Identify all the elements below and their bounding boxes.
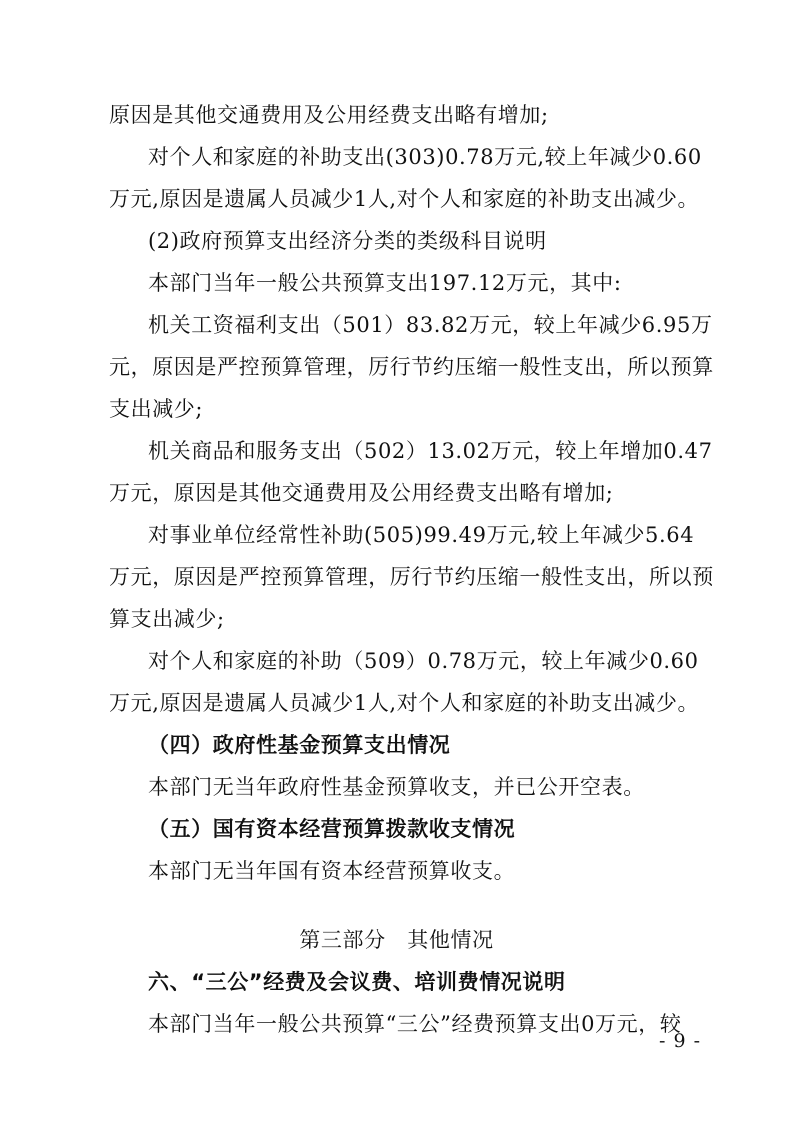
paragraph-line: 本部门无当年国有资本经营预算收支。 bbox=[148, 859, 516, 883]
paragraph-line: 万元，原因是其他交通费用及公用经费支出略有增加; bbox=[109, 481, 614, 505]
paragraph-line: 原因是其他交通费用及公用经费支出略有增加; bbox=[109, 103, 549, 127]
section-heading: 六、“三公”经费及会议费、培训费情况说明 bbox=[148, 970, 566, 994]
page-number: - 9 - bbox=[658, 1030, 701, 1052]
paragraph-line: 万元,原因是遗属人员减少1人,对个人和家庭的补助支出减少。 bbox=[109, 187, 700, 211]
paragraph-line: 本部门无当年政府性基金预算收支，并已公开空表。 bbox=[148, 775, 645, 799]
subsection-heading: (2)政府预算支出经济分类的类级科目说明 bbox=[148, 229, 547, 253]
paragraph-line: 机关工资福利支出（501）83.82万元，较上年减少6.95万 bbox=[148, 313, 713, 337]
paragraph-line: 算支出减少; bbox=[109, 607, 225, 631]
paragraph-line: 机关商品和服务支出（502）13.02万元，较上年增加0.47 bbox=[148, 439, 713, 463]
paragraph-line: 万元，原因是严控预算管理，厉行节约压缩一般性支出，所以预 bbox=[109, 565, 714, 589]
paragraph-line: 对个人和家庭的补助（509）0.78万元，较上年减少0.60 bbox=[148, 649, 699, 673]
section-heading: （五）国有资本经营预算拨款收支情况 bbox=[148, 817, 516, 841]
part-title: 第三部分 其他情况 bbox=[299, 928, 494, 952]
paragraph-line: 本部门当年一般公共预算“三公”经费预算支出0万元，较 bbox=[148, 1012, 682, 1036]
paragraph-line: 对个人和家庭的补助支出(303)0.78万元,较上年减少0.60 bbox=[148, 145, 702, 169]
section-heading: （四）政府性基金预算支出情况 bbox=[148, 733, 451, 757]
paragraph-line: 万元,原因是遗属人员减少1人,对个人和家庭的补助支出减少。 bbox=[109, 691, 700, 715]
paragraph-line: 本部门当年一般公共预算支出197.12万元，其中: bbox=[148, 271, 622, 295]
paragraph-line: 支出减少; bbox=[109, 397, 204, 421]
paragraph-line: 对事业单位经常性补助(505)99.49万元,较上年减少5.64 bbox=[148, 523, 695, 547]
paragraph-line: 元，原因是严控预算管理，厉行节约压缩一般性支出，所以预算 bbox=[109, 355, 714, 379]
